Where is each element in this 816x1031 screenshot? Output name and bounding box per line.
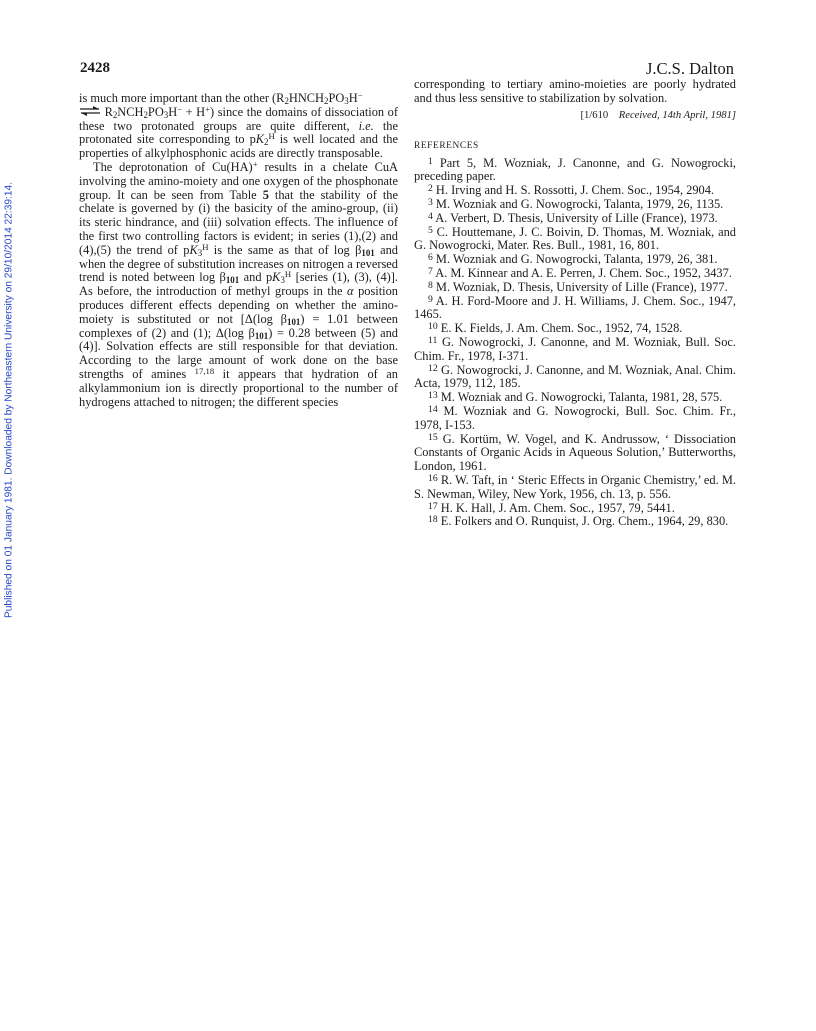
- reference-item: [414, 253, 736, 267]
- reference-text: E. Folkers and O. Runquist, J. Org. Chem., 1964, 29, 830.: [437, 514, 729, 529]
- reference-text: M. Wozniak and G. Nowogrocki, Talanta, 1979, 26, 1135.: [432, 196, 724, 211]
- reference-item: [414, 184, 736, 198]
- reference-number: 13: [428, 390, 438, 402]
- right-column: [414, 78, 736, 529]
- reference-item: [414, 198, 736, 212]
- reference-number: 17: [428, 500, 438, 512]
- left-column: [79, 92, 398, 409]
- reference-number: 1: [428, 155, 433, 167]
- reference-text: H. Irving and H. S. Rossotti, J. Chem. Soc., 1954, 2904.: [432, 183, 715, 198]
- reference-text: C. Houttemane, J. C. Boivin, D. Thomas, M. Wozniak, and G. Nowogrocki, Mater. Res. Bull., 1981, 16, 801.: [414, 224, 736, 253]
- reference-text: M. Wozniak, D. Thesis, University of Lille (France), 1977.: [432, 279, 728, 294]
- reference-item: [414, 391, 736, 405]
- reference-item: [414, 281, 736, 295]
- journal-title: J.C.S. Dalton: [645, 59, 734, 78]
- reference-item: [414, 226, 736, 254]
- reference-number: 4: [428, 210, 433, 222]
- reference-text: A. H. Ford-Moore and J. H. Williams, J. Chem. Soc., 1947, 1465.: [414, 293, 736, 322]
- reference-item: [414, 295, 736, 323]
- reference-item: [414, 336, 736, 364]
- paragraph-equilibrium: is much more important than the other ($R_2HNCH_2PO_3H^-$ $R_2NCH_2PO_3H^- + H^+$) since the domains of dissociation of these two protonated groups are quite different, i.e. the protonated site corresponding to $pK_2^H$ is well located and the properties of alkylphosphonic acids are directly transposable.: [79, 90, 398, 161]
- reference-number: 11: [428, 335, 438, 347]
- reference-text: M. Wozniak and G. Nowogrocki, Talanta, 1979, 26, 381.: [432, 252, 718, 267]
- reference-text: G. Kortüm, W. Vogel, and K. Andrussow, ‘ Dissociation Constants of Organic Acids in Aqueous Solution,’ Butterworths, London, 1961.: [414, 431, 736, 474]
- reference-number: 16: [428, 473, 438, 485]
- reference-item: [414, 212, 736, 226]
- reference-text: Part 5, M. Wozniak, J. Canonne, and G. Nowogrocki, preceding paper.: [414, 155, 736, 184]
- page-number: 2428: [80, 60, 110, 76]
- reference-item: [414, 474, 736, 502]
- reference-text: E. K. Fields, J. Am. Chem. Soc., 1952, 74, 1528.: [437, 321, 683, 336]
- references-heading: REFERENCES: [414, 140, 479, 151]
- reference-number: 2: [428, 183, 433, 195]
- reference-item: [414, 267, 736, 281]
- reference-item: [414, 364, 736, 392]
- reference-item: [414, 515, 736, 529]
- received-line: [1/610 Received, 14th April, 1981]: [580, 109, 736, 121]
- reference-item: [414, 433, 736, 474]
- reference-number: 10: [428, 321, 438, 333]
- reference-number: 8: [428, 279, 433, 291]
- reference-item: [414, 157, 736, 185]
- equilibrium-arrows-icon: [79, 105, 101, 119]
- reference-number: 3: [428, 197, 433, 209]
- reference-number: 18: [428, 514, 438, 526]
- reference-text: A. M. Kinnear and A. E. Perren, J. Chem. Soc., 1952, 3437.: [432, 265, 732, 280]
- reference-number: 12: [428, 362, 438, 374]
- download-notice[interactable]: [1, 175, 17, 625]
- reference-number: 14: [428, 404, 438, 416]
- reference-list: [414, 157, 736, 530]
- reference-text: G. Nowogrocki, J. Canonne, and M. Wozniak, Bull. Soc. Chim. Fr., 1978, I-371.: [414, 334, 736, 363]
- reference-item: [414, 405, 736, 433]
- reference-number: 15: [428, 431, 438, 443]
- reference-item: [414, 322, 736, 336]
- reference-text: G. Nowogrocki, J. Canonne, and M. Wozniak, Anal. Chim. Acta, 1979, 112, 185.: [414, 362, 736, 391]
- reference-text: M. Wozniak and G. Nowogrocki, Bull. Soc. Chim. Fr., 1978, I-153.: [414, 403, 736, 432]
- paragraph-deprotonation: The deprotonation of Cu(HA)+ results in a chelate CuA involving the amino-moiety and one oxygen of the phosphonate group. It can be seen from Table 5 that the stability of the chelate is governed by (i) the basicity of the amino-group, (ii) its steric hindrance, and (iii) solvation effects. The influence of the first two controlling factors is evident; in series (1),(2) and (4),(5) the trend of $pK_3^H$ is the same as that of $\log \beta_{101}$ and when the degree of substitution increases on nitrogen a reversed trend is noted between $\log \beta_{101}$ and $pK_3^H$ [series (1), (3), (4)]. As before, the introduction of methyl groups in the α position produces different effects depending on whether the amino-moiety is substituted or not [Δ(log $\beta_{101}) = 1.01$ between complexes of (2) and (1); Δ(log $\beta_{101}) = 0.28$ between (5) and (4)]. Solvation effects are still responsible for that deviation. According to the large amount of work done on the base strengths of amines $^{17,18}$ it appears that hydration of an alkylammonium ion is directly proportional to the number of hydrogens attached to nitrogen; the different species: [79, 159, 399, 409]
- reference-text: R. W. Taft, in ‘ Steric Effects in Organic Chemistry,’ ed. M. S. Newman, Wiley, New York, 1956, ch. 13, p. 556.: [414, 472, 736, 501]
- reference-text: A. Verbert, D. Thesis, University of Lille (France), 1973.: [432, 210, 718, 225]
- reference-text: M. Wozniak and G. Nowogrocki, Talanta, 1981, 28, 575.: [437, 390, 723, 405]
- reference-number: 9: [428, 293, 433, 305]
- paragraph-continued: corresponding to tertiary amino-moieties are poorly hydrated and thus less sensitive to stabilization by solvation.: [414, 77, 736, 105]
- reference-item: [414, 502, 736, 516]
- reference-number: 5: [428, 224, 433, 236]
- reference-number: 7: [428, 266, 433, 278]
- reference-text: H. K. Hall, J. Am. Chem. Soc., 1957, 79, 5441.: [437, 500, 675, 515]
- download-notice-text: Published on 01 January 1981. Downloaded by Northeastern University on 29/10/2014 22:39:14.: [3, 181, 15, 619]
- reference-number: 6: [428, 252, 433, 264]
